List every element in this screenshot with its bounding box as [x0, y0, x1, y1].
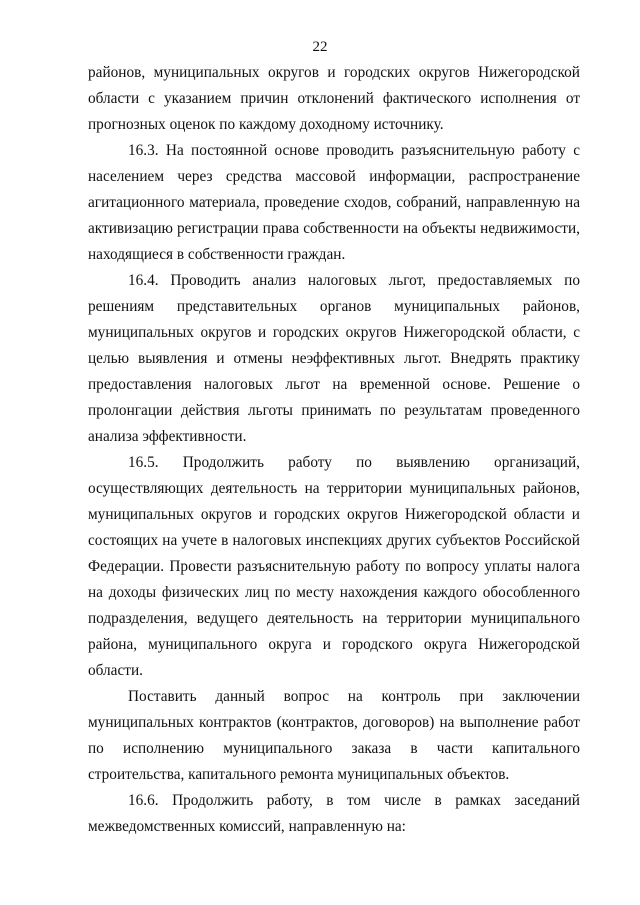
paragraph-16-5: 16.5. Продолжить работу по выявлению организаций, осуществляющих деятельность на территории муниципальных районов, муниципальных округов и городских округов Нижегородской области и состоящих на учете в налоговых инспекциях других субъектов Российской Федерации. Провести разъяснительную работу по вопросу уплаты налога на доходы физических лиц по месту нахождения каждого обособленного подразделения, ведущего деятельность на территории муниципального района, муниципального округа и городского округа Нижегородской области.: [88, 454, 580, 679]
paragraph-control: Поставить данный вопрос на контроль при заключении муниципальных контрактов (контрактов, договоров) на выполнение работ по исполнению муниципального заказа в части капитального строительства, капитального ремонта муниципальных объектов.: [88, 688, 580, 783]
paragraph-16-4: 16.4. Проводить анализ налоговых льгот, предоставляемых по решениям представительных органов муниципальных районов, муниципальных округов и городских округов Нижегородской области, с целью выявления и отмены неэффективных льгот. Внедрять практику предоставления налоговых льгот на временной основе. Решение о пролонгации действия льготы принимать по результатам проведенного анализа эффективности.: [88, 272, 580, 445]
paragraph-16-3: 16.3. На постоянной основе проводить разъяснительную работу с населением через средства массовой информации, распространение агитационного материала, проведение сходов, собраний, направленную на активизацию регистрации права собственности на объекты недвижимости, находящиеся в собственности граждан.: [88, 142, 580, 263]
page-number: 22: [312, 39, 328, 55]
paragraph-16-6: 16.6. Продолжить работу, в том числе в рамках заседаний межведомственных комиссий, направленную на:: [88, 792, 580, 835]
document-body: [88, 60, 580, 840]
paragraph-continuation: районов, муниципальных округов и городских округов Нижегородской области с указанием причин отклонений фактического исполнения от прогнозных оценок по каждому доходному источнику.: [88, 64, 580, 133]
